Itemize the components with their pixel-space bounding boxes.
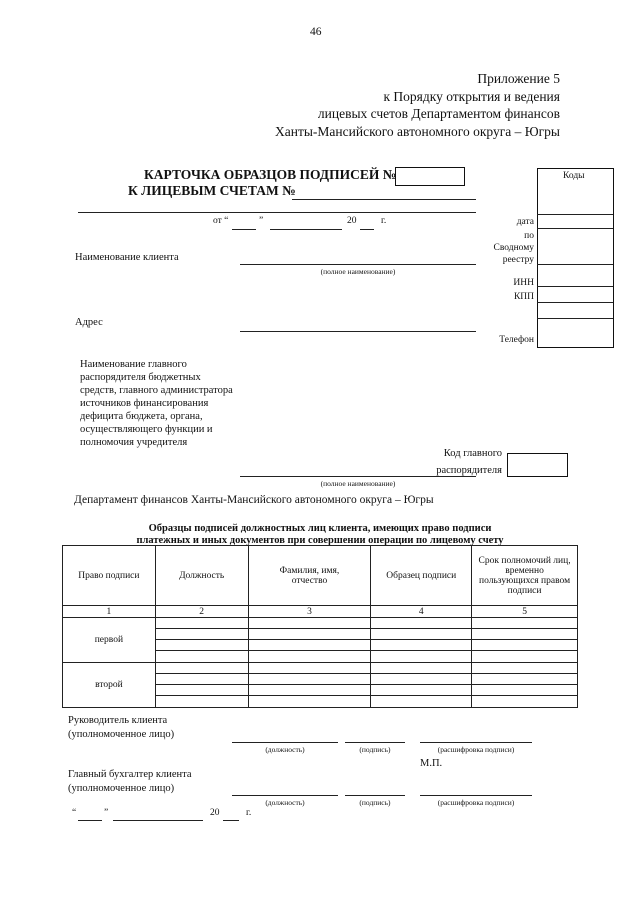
date-day-line[interactable] [232,229,256,230]
cell[interactable] [472,685,578,696]
cell[interactable] [371,663,472,674]
card-title-line1: КАРТОЧКА ОБРАЗЦОВ ПОДПИСЕЙ № [144,167,397,182]
cell[interactable] [155,629,248,640]
head-signature-caption: (подпись) [359,745,391,754]
appendix-line-1: Приложение 5 [477,71,560,86]
manager-code-label: Код главного распорядителя [436,448,502,476]
appendix-line-3: лицевых счетов Департаментом финансов [317,106,560,121]
bottom-date-quote-open: “ [72,808,77,818]
cell[interactable] [248,640,371,651]
bottom-date-month-line[interactable] [113,820,203,821]
manager-code-box[interactable] [507,453,568,477]
col-number-2: 2 [155,606,248,618]
page-number: 46 [310,26,322,38]
manager-name-line[interactable] [240,476,476,477]
cell[interactable] [472,674,578,685]
codes-divider-6 [537,318,613,319]
samples-title-line1: Образцы подписей должностных лиц клиента, имеющих право подписи [148,523,492,534]
head-decode-caption: (расшифровка подписи) [437,745,515,754]
codes-divider-5 [537,302,613,303]
cell[interactable] [371,618,472,629]
header-position: Должность [155,546,248,606]
signature-table [62,545,578,708]
codes-header: Коды [563,171,585,181]
cell[interactable] [155,696,248,708]
cell[interactable] [472,618,578,629]
accountant-signature-caption: (подпись) [359,798,391,807]
samples-title-line2: платежных и иных документов при совершении операции по лицевому счету [136,535,504,546]
manager-label: Наименование главного распорядителя бюджетных средств, главного администратора источников финансирования дефицита бюджета, органа, осуществляющего функции и полномочия учредителя [80,359,233,448]
codes-divider-2 [537,228,613,229]
cell[interactable] [472,640,578,651]
accountant-position-caption: (должность) [265,798,305,807]
bottom-date-quote-close: ” [104,808,109,818]
client-name-caption: (полное наименование) [320,267,396,276]
stamp-place: М.П. [420,758,443,769]
bottom-date-year-line[interactable] [223,820,239,821]
codes-box [537,168,614,348]
bottom-date-g: г. [246,808,252,818]
accountant-decode-line[interactable] [420,795,532,796]
cell[interactable] [472,629,578,640]
head-position-caption: (должность) [265,745,305,754]
cell[interactable] [248,629,371,640]
col-number-3: 3 [248,606,371,618]
cell[interactable] [155,685,248,696]
header-sample: Образец подписи [371,546,472,606]
cell[interactable] [472,651,578,663]
header-full-name: Фамилия, имя, отчество [248,546,371,606]
table-row [63,663,578,674]
head-label: Руководитель клиента (уполномоченное лицо) [68,715,175,740]
accountant-decode-caption: (расшифровка подписи) [437,798,515,807]
account-number-line[interactable] [292,199,476,200]
cell[interactable] [248,651,371,663]
client-name-label: Наименование клиента [75,252,179,263]
col-number-1: 1 [63,606,156,618]
appendix-line-4: Ханты-Мансийского автономного округа – Югры [275,123,560,139]
table-number-row [63,606,578,618]
row-label-second: второй [63,663,156,708]
col-number-5: 5 [472,606,578,618]
col-number-4: 4 [371,606,472,618]
table-header-row [63,546,578,606]
date-quote: ” [259,216,264,226]
cell[interactable] [248,618,371,629]
cell[interactable] [248,674,371,685]
cell[interactable] [155,674,248,685]
cell[interactable] [472,663,578,674]
title-underline [78,212,476,213]
codes-phone-label: Телефон [499,335,534,345]
cell[interactable] [155,618,248,629]
codes-date-label: дата [516,217,534,227]
accountant-label: Главный бухгалтер клиента (уполномоченное лицо) [68,769,192,794]
codes-inn-label: ИНН [513,278,534,288]
cell[interactable] [371,651,472,663]
head-decode-line[interactable] [420,742,532,743]
cell[interactable] [472,696,578,708]
address-line[interactable] [240,331,476,332]
address-label: Адрес [75,317,103,328]
manager-name-caption: (полное наименование) [320,479,396,488]
accountant-signature-line[interactable] [345,795,405,796]
cell[interactable] [371,685,472,696]
bottom-date-year-prefix: 20 [210,808,220,818]
cell[interactable] [371,640,472,651]
header-term: Срок полномочий лиц, временно пользующихся правом подписи [472,546,578,606]
head-position-line[interactable] [232,742,338,743]
codes-divider-4 [537,286,613,287]
client-name-line[interactable] [240,264,476,265]
codes-kpp-label: КПП [513,292,534,302]
head-signature-line[interactable] [345,742,405,743]
appendix-header [160,70,560,140]
cell[interactable] [155,663,248,674]
cell[interactable] [248,685,371,696]
date-year-line[interactable] [360,229,374,230]
date-ot: от “ [213,216,229,226]
samples-title [62,523,578,547]
header-right: Право подписи [63,546,156,606]
accountant-position-line[interactable] [232,795,338,796]
cell[interactable] [155,640,248,651]
date-year-prefix: 20 [347,216,357,226]
table-row [63,618,578,629]
cell[interactable] [155,651,248,663]
codes-registry-label: по Сводному реестру [493,231,534,265]
cell[interactable] [371,696,472,708]
cell[interactable] [371,629,472,640]
appendix-line-2: к Порядку открытия и ведения [383,88,560,104]
department-name: Департамент финансов Ханты-Мансийского автономного округа – Югры [74,494,434,506]
bottom-date-day-line[interactable] [78,820,102,821]
date-g: г. [381,216,387,226]
card-number-box[interactable] [395,167,465,186]
codes-divider-3 [537,264,613,265]
card-title-line2: К ЛИЦЕВЫМ СЧЕТАМ № [128,183,296,198]
cell[interactable] [248,696,371,708]
cell[interactable] [371,674,472,685]
row-label-first: первой [63,618,156,663]
codes-divider-1 [537,214,613,215]
cell[interactable] [248,663,371,674]
date-month-line[interactable] [270,229,342,230]
